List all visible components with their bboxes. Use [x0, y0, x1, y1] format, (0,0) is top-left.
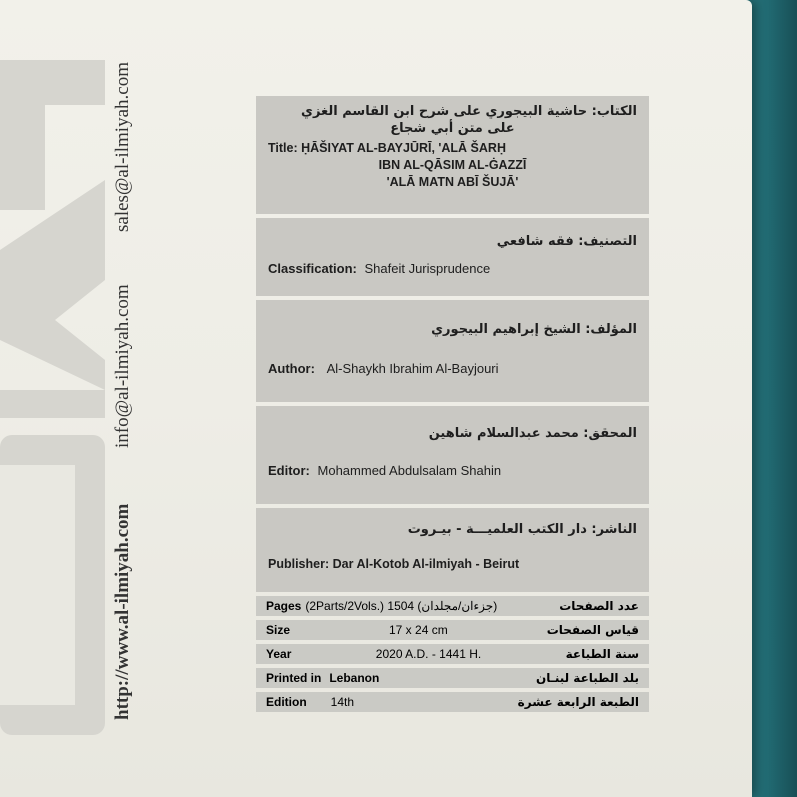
pages-row [256, 596, 649, 616]
classification-value: Shafeit Jurisprudence [364, 261, 491, 276]
title-arabic-line1: الكتاب: حاشية البيجوري على شرح ابن القاسم الغزي [301, 104, 637, 119]
pages-arabic: عدد الصفحات [559, 599, 639, 613]
classification-arabic: التصنيف: فقه شافعي [496, 234, 637, 249]
title-label: Title: [268, 141, 298, 155]
author-section [256, 300, 649, 402]
author-arabic: المؤلف: الشيخ إبراهيم البيجوري [431, 322, 637, 337]
size-arabic: قياس الصفحات [546, 623, 639, 637]
edition-row [256, 692, 649, 712]
year-arabic: سنة الطباعة [565, 647, 639, 661]
size-value: 17 x 24 cm [389, 623, 448, 637]
publisher-label: Publisher: [268, 557, 330, 571]
printed-in-row [256, 668, 649, 688]
printed-in-value: Lebanon [329, 671, 380, 685]
publisher-arabic: الناشر: دار الكتب العلميـــة - بيـروت [407, 522, 637, 537]
title-section [256, 96, 649, 214]
classification-label: Classification: [268, 261, 357, 276]
info-email: info@al-ilmiyah.com [112, 284, 133, 448]
editor-section [256, 406, 649, 504]
pages-label: Pages [266, 599, 302, 613]
size-row [256, 620, 649, 640]
title-english [268, 140, 637, 191]
title-english-line2: IBN AL-QĀSIM AL-ĠAZZĪ [378, 158, 527, 172]
author-label: Author: [268, 361, 315, 376]
year-value: 2020 A.D. - 1441 H. [375, 647, 482, 661]
year-label: Year [266, 647, 292, 661]
classification-section [256, 218, 649, 296]
printed-in-label: Printed in [266, 671, 322, 685]
author-value: Al-Shaykh Ibrahim Al-Bayjouri [326, 361, 499, 376]
edition-arabic: الطبعة الرابعة عشرة [517, 695, 639, 709]
publisher-value: Dar Al-Kotob Al-ilmiyah - Beirut [332, 557, 520, 571]
title-english-line3: 'ALĀ MATN ABĪ ŠUJĀ' [386, 175, 519, 189]
editor-arabic: المحقق: محمد عبدالسلام شاهين [428, 426, 637, 441]
size-label: Size [266, 623, 291, 637]
sales-email: sales@al-ilmiyah.com [112, 62, 133, 232]
year-row [256, 644, 649, 664]
publisher-section [256, 508, 649, 592]
edition-label: Edition [266, 695, 307, 709]
title-arabic-line2: على متن أبي شجاع [390, 121, 515, 136]
publisher-logo-watermark [0, 60, 110, 760]
editor-label: Editor: [268, 463, 310, 478]
editor-value: Mohammed Abdulsalam Shahin [317, 463, 502, 478]
website-url: http://www.al-ilmiyah.com [112, 503, 133, 720]
title-english-line1: ḤĀŠIYAT AL-BAYJŪRĪ, 'ALĀ ŠARḤ [301, 141, 506, 155]
book-info-card [256, 96, 649, 716]
pages-value: (2Parts/2Vols.) 1504 (جزءان/مجلدان) [305, 599, 498, 613]
printed-in-arabic: بلد الطباعة لبنـان [535, 671, 639, 685]
edition-value: 14th [330, 695, 355, 709]
